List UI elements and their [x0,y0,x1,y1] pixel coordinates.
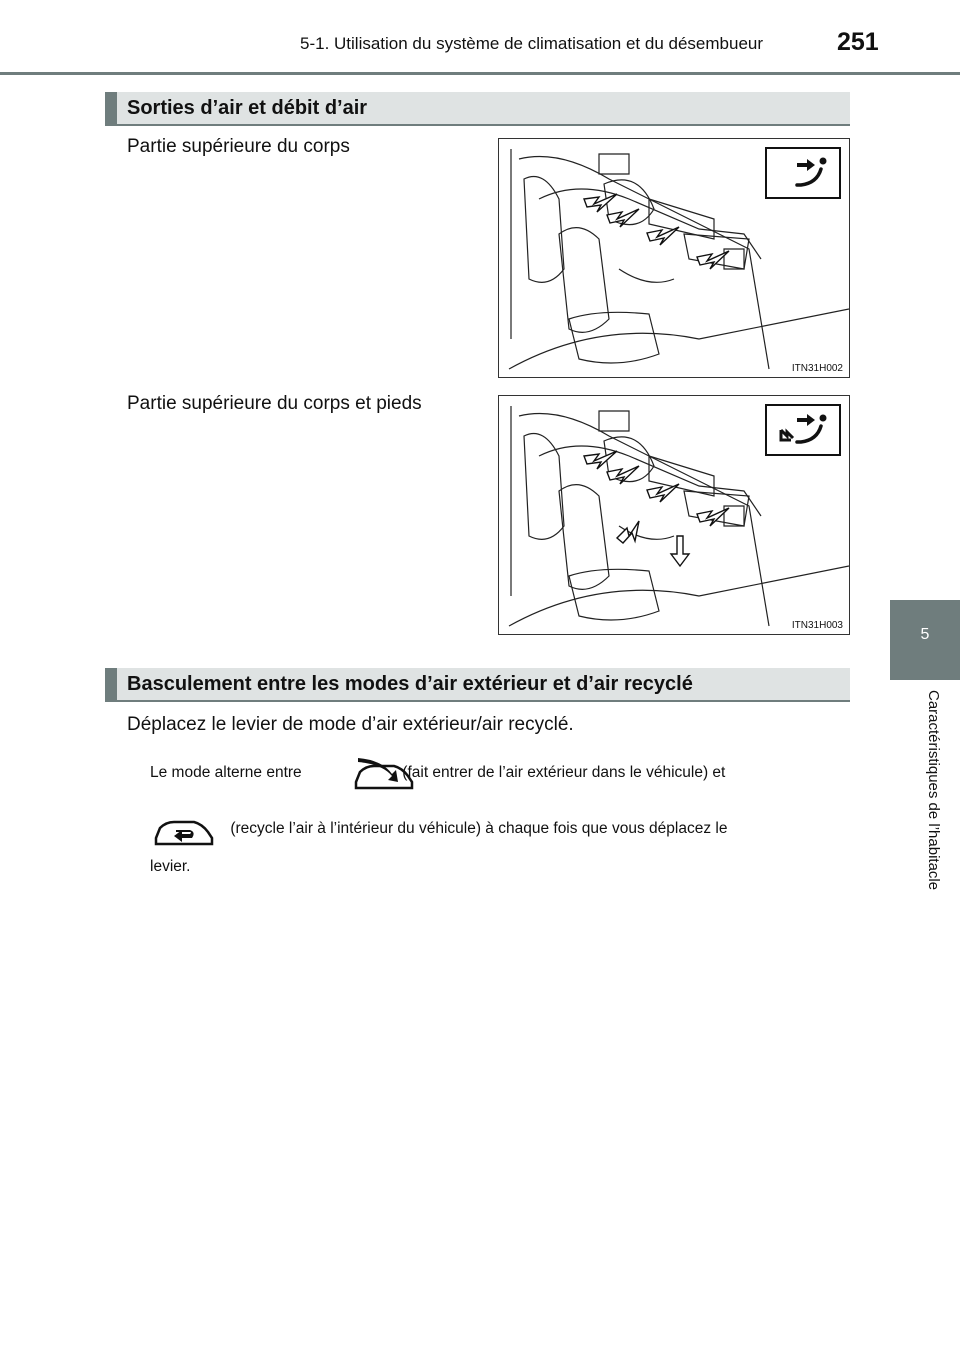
figure-code: ITN31H002 [791,363,843,374]
chapter-title: Caractéristiques de l’habitacle [925,690,942,891]
heading-bar [105,668,117,700]
face-vent-icon [767,149,839,197]
paragraph-line-1 [150,764,850,782]
heading-bar [105,92,117,124]
section-heading-label: Basculement entre les modes d’air extérieur et d’air recyclé [127,673,693,695]
paragraph-line-2 [150,820,850,838]
chapter-tab: 5 [890,600,960,680]
section-heading-air-mode [105,668,850,702]
paragraph-line-3: levier. [150,858,191,875]
section-heading-air-outlets [105,92,850,126]
line1-before: Le mode alterne entre [150,764,302,781]
section-heading-label: Sorties d’air et débit d’air [127,97,368,119]
intro-text: Déplacez le levier de mode d’air extérieur/air recyclé. [127,714,574,735]
page-number: 251 [837,28,879,56]
figure-upper-body-feet [498,395,850,635]
mode-indicator-box [765,147,841,199]
figure-code: ITN31H003 [791,620,843,631]
mode-indicator-box [765,404,841,456]
item-label-upper-body: Partie supérieure du corps [127,136,350,157]
line1-after: (fait entrer de l’air extérieur dans le véhicule) et [402,764,726,781]
line2-after: (recycle l’air à l’intérieur du véhicule) à chaque fois que vous déplacez le [230,820,728,837]
figure-upper-body [498,138,850,378]
outside-air-icon [352,752,416,796]
item-label-upper-body-feet: Partie supérieure du corps et pieds [127,393,422,414]
header-rule [0,72,960,75]
face-foot-vent-icon [767,406,839,454]
running-header: 5-1. Utilisation du système de climatisation et du désembueur [300,34,764,53]
recirculated-air-icon [152,808,216,852]
